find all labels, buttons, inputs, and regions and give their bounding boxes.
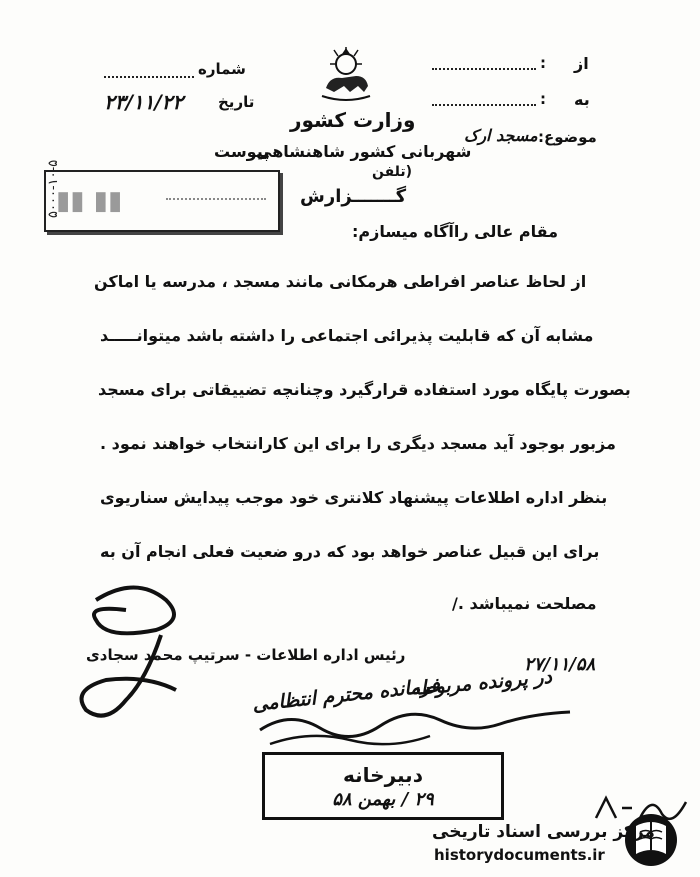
body-line-4: مزبور بوجود آید مسجد دیگری را برای این کارانتخاب خواهند نمود . — [100, 434, 616, 453]
from-label: از — [574, 54, 589, 73]
handwritten-scribble-icon — [250, 700, 590, 750]
department-title: شهربانی کشور شاهنشاهی — [256, 142, 472, 161]
watermark-url: historydocuments.ir — [434, 846, 605, 864]
side-mark: ۵۰۰۰-۱۰-۵ — [46, 159, 61, 218]
signer-line: رئیس اداره اطلاعات - سرتیپ محمد سجادی — [86, 646, 406, 664]
lion-and-sun-emblem-icon — [316, 46, 376, 104]
report-reference-box — [44, 170, 280, 232]
date-label: تاریخ — [218, 93, 255, 111]
attachment-label: پیوست — [214, 142, 270, 161]
margin-note-2: در پرونده مربوطه — [409, 665, 553, 701]
smudged-reference: ▮▮ ▮▮ — [56, 186, 123, 216]
watermark-name: مرکز بررسی اسناد تاریخی — [432, 822, 655, 842]
margin-note-1: فرمانده محترم انتظامی — [251, 674, 441, 716]
handwritten-signature-icon — [66, 580, 196, 730]
to-label: به — [574, 90, 590, 109]
margin-date: ۲۷/۱۱/۵۸ — [524, 654, 596, 675]
body-line-3: بصورت پایگاه مورد استفاده قرارگیرد وچنانچه تضییقاتی برای مسجد — [98, 380, 631, 399]
salutation: مقام عالی راآگاه میسازم: — [352, 222, 558, 241]
body-line-6: برای این قبیل عناصر خواهد بود که درو ضعیت فعلی انجام آن به — [100, 542, 600, 561]
number-label: شماره — [198, 60, 246, 78]
from-field-line — [432, 68, 536, 70]
document-page: شماره تاریخ ۲۳/۱۱/۲۲ وزارت کشور شهربانی کشور شاهنشاهی پیوست (تلفن از : به : موضوع: مسجد ارک ۵۰۰۰-۱۰-۵ ▮▮ ▮▮ گـــــــزارش مقام عالی راآگاه میسازم: از لحاظ عناصر افراطی هرمکانی مانند مسجد ، مدرسه یا اماکن مشابه آن که قابلیت پذیرائی اجتماعی را داشته باشد میتوانـــــد بصورت پایگاه مورد استفاده قرارگیرد وچنانچه تضییقاتی برای مسجد مزبور بوجود آید مسجد دیگری را برای این کارانتخاب خواهند نمود . بنظر اداره اطلاعات پیشنهاد کلانتری خود موجب پیدایش سناریوی برای این قبیل عناصر خواهد بود که درو ضعیت فعلی انجام آن به مصلحت نمیباشد ./ رئیس اداره اطلاعات - سرتیپ محمد سجادی ۲۷/۱۱/۵۸ فرمانده محترم انتظامی در پرونده مربوطه دبیرخانه ۲۹ / بهمن ۵۸ مرکز بررسی اسناد تاریخی historydocuments.ir — [0, 0, 700, 877]
report-title: گـــــــزارش — [300, 186, 407, 207]
subject-value: مسجد ارک — [464, 126, 538, 145]
phone-label: (تلفن — [372, 164, 413, 180]
secretariat-stamp — [262, 752, 504, 820]
body-line-5: بنظر اداره اطلاعات پیشنهاد کلانتری خود موجب پیدایش سناریوی — [100, 488, 608, 507]
stamp-title: دبیرخانه — [343, 763, 423, 787]
body-line-2: مشابه آن که قابلیت پذیرائی اجتماعی را داشته باشد میتوانـــــد — [100, 326, 594, 345]
date-value: ۲۳/۱۱/۲۲ — [104, 90, 184, 114]
to-field-line — [432, 104, 536, 106]
stamp-date: ۲۹ / بهمن ۵۸ — [332, 789, 434, 810]
subject-label: موضوع: — [538, 128, 597, 146]
number-field-line — [104, 76, 194, 78]
ministry-title: وزارت کشور — [290, 108, 416, 132]
body-line-7: مصلحت نمیباشد ./ — [452, 594, 597, 613]
body-line-1: از لحاظ عناصر افراطی هرمکانی مانند مسجد ، مدرسه یا اماکن — [94, 272, 587, 291]
